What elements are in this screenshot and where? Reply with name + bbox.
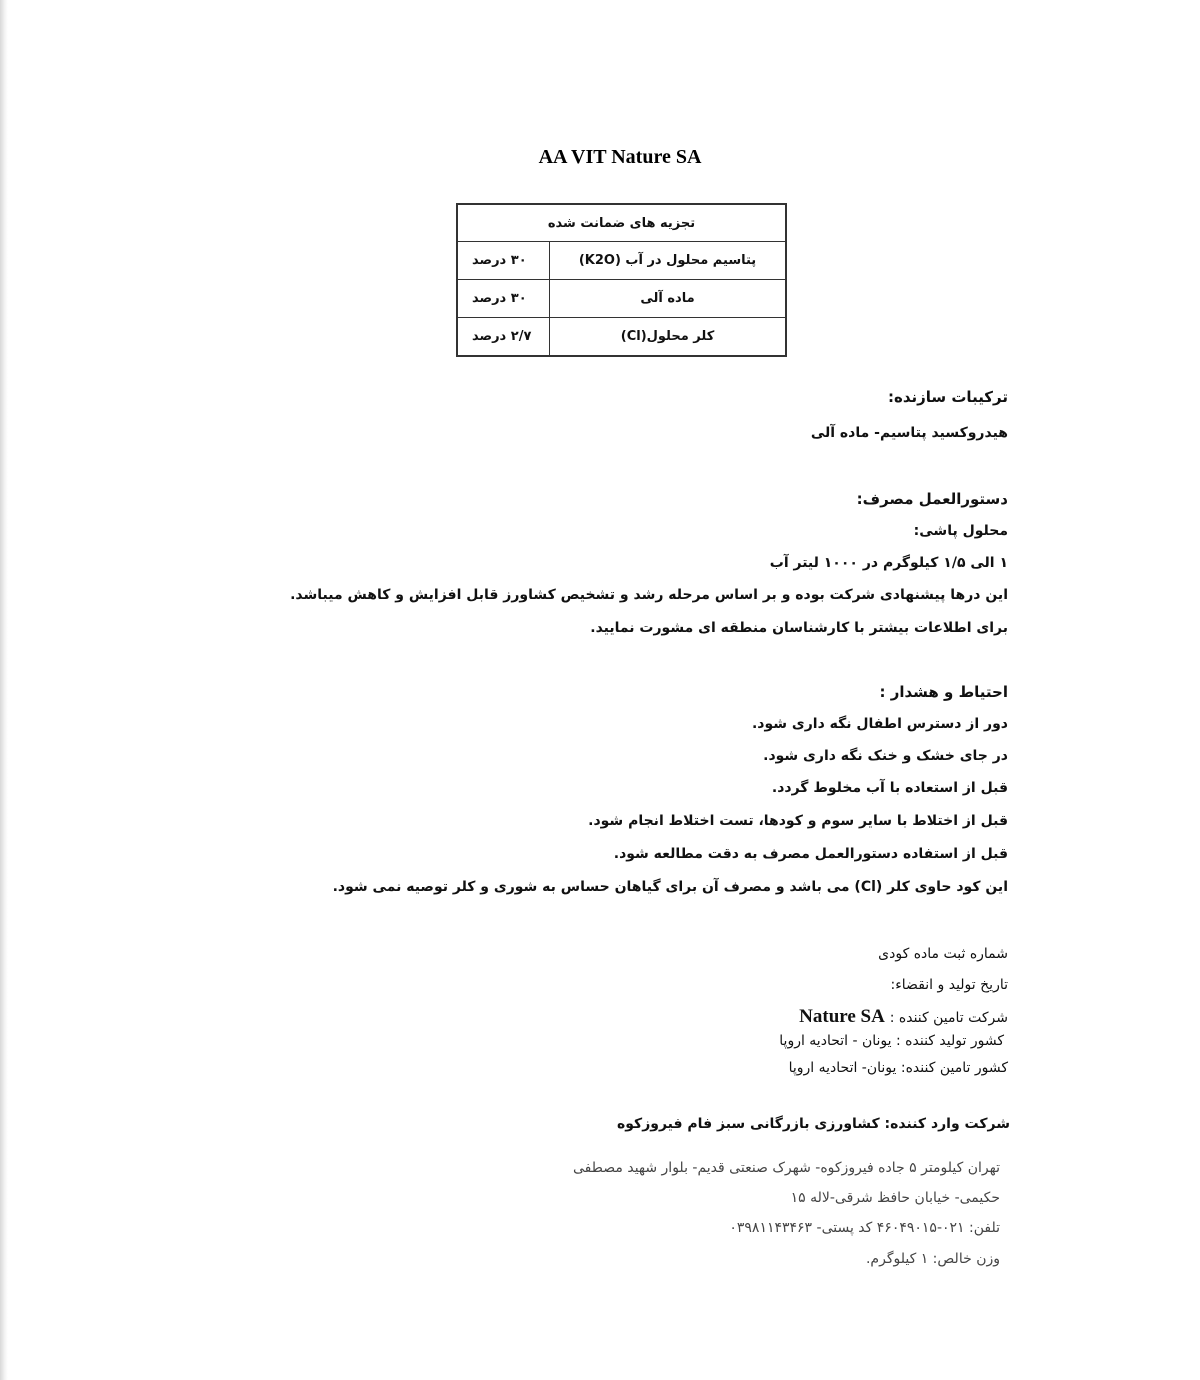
warning-item: قبل از اختلاط با سایر سوم و کودها، تست اختلاط انجام شود. bbox=[588, 813, 1008, 829]
table-row bbox=[457, 280, 786, 318]
warning-item: این کود حاوی کلر (Cl) می باشد و مصرف آن برای گیاهان حساس به شوری و کلر توصیه نمی شود. bbox=[332, 879, 1008, 895]
table-cell-name: کلر محلول(Cl) bbox=[550, 318, 787, 357]
table-cell-value: ۳۰ درصد bbox=[457, 242, 550, 280]
guaranteed-analysis-table bbox=[456, 203, 787, 357]
supplier-country: کشور تامین کننده: یونان- اتحادیه اروپا bbox=[788, 1060, 1008, 1076]
table-row bbox=[457, 242, 786, 280]
ingredients-text: هیدروکسید پتاسیم- ماده آلی bbox=[810, 425, 1008, 441]
usage-note: برای اطلاعات بیشتر با کارشناسان منطقه ای مشورت نمایید. bbox=[590, 620, 1008, 636]
warning-item: دور از دسترس اطفال نگه داری شود. bbox=[751, 716, 1008, 732]
usage-subheading: محلول پاشی: bbox=[913, 523, 1008, 539]
table-cell-name: پتاسیم محلول در آب (K2O) bbox=[550, 242, 787, 280]
table-cell-value: ۲/۷ درصد bbox=[457, 318, 550, 357]
registration-number: شماره ثبت ماده کودی bbox=[878, 946, 1008, 962]
supplier-line bbox=[799, 1006, 1008, 1028]
producer-country: کشور تولید کننده : یونان - اتحادیه اروپا bbox=[779, 1033, 1004, 1049]
net-weight: وزن خالص: ۱ کیلوگرم. bbox=[865, 1251, 1000, 1267]
ingredients-heading: ترکیبات سازنده: bbox=[887, 388, 1008, 406]
importer-company: شرکت وارد کننده: کشاورزی بازرگانی سبز فام فیروزکوه bbox=[617, 1116, 1010, 1132]
production-expiry-date: تاریخ تولید و انقضاء: bbox=[890, 977, 1008, 993]
warning-item: قبل از استفاده دستورالعمل مصرف به دقت مطالعه شود. bbox=[613, 846, 1008, 862]
warnings-heading: احتیاط و هشدار : bbox=[879, 683, 1008, 701]
usage-note: این درها پیشنهادی شرکت بوده و بر اساس مرحله رشد و تشخیص کشاورز قابل افزایش و کاهش میباشد. bbox=[290, 587, 1008, 603]
usage-heading: دستورالعمل مصرف: bbox=[856, 490, 1008, 508]
warning-item: در جای خشک و خنک نگه داری شود. bbox=[763, 748, 1008, 764]
importer-address: حکیمی- خیابان حافظ شرقی-لاله ۱۵ bbox=[790, 1190, 1000, 1206]
supplier-label: شرکت تامین کننده : bbox=[889, 1010, 1008, 1026]
supplier-name: Nature SA bbox=[799, 1006, 885, 1027]
importer-address: تهران کیلومتر ۵ جاده فیروزکوه- شهرک صنعتی قدیم- بلوار شهید مصطفی bbox=[573, 1160, 1000, 1176]
table-cell-value: ۳۰ درصد bbox=[457, 280, 550, 318]
warning-item: قبل از استعاده با آب مخلوط گردد. bbox=[771, 780, 1008, 796]
page-edge-shadow bbox=[0, 0, 8, 1380]
table-cell-name: ماده آلی bbox=[550, 280, 787, 318]
document-title: AA VIT Nature SA bbox=[538, 146, 702, 168]
importer-phone: تلفن: ۰۲۱-۴۶۰۴۹۰۱۵ کد پستی- ۰۳۹۸۱۱۴۳۴۶۳ bbox=[729, 1220, 1000, 1236]
table-header: تجزیه های ضمانت شده bbox=[457, 204, 786, 242]
table-row bbox=[457, 318, 786, 357]
usage-dose: ۱ الی ۱/۵ کیلوگرم در ۱۰۰۰ لیتر آب bbox=[769, 555, 1008, 571]
